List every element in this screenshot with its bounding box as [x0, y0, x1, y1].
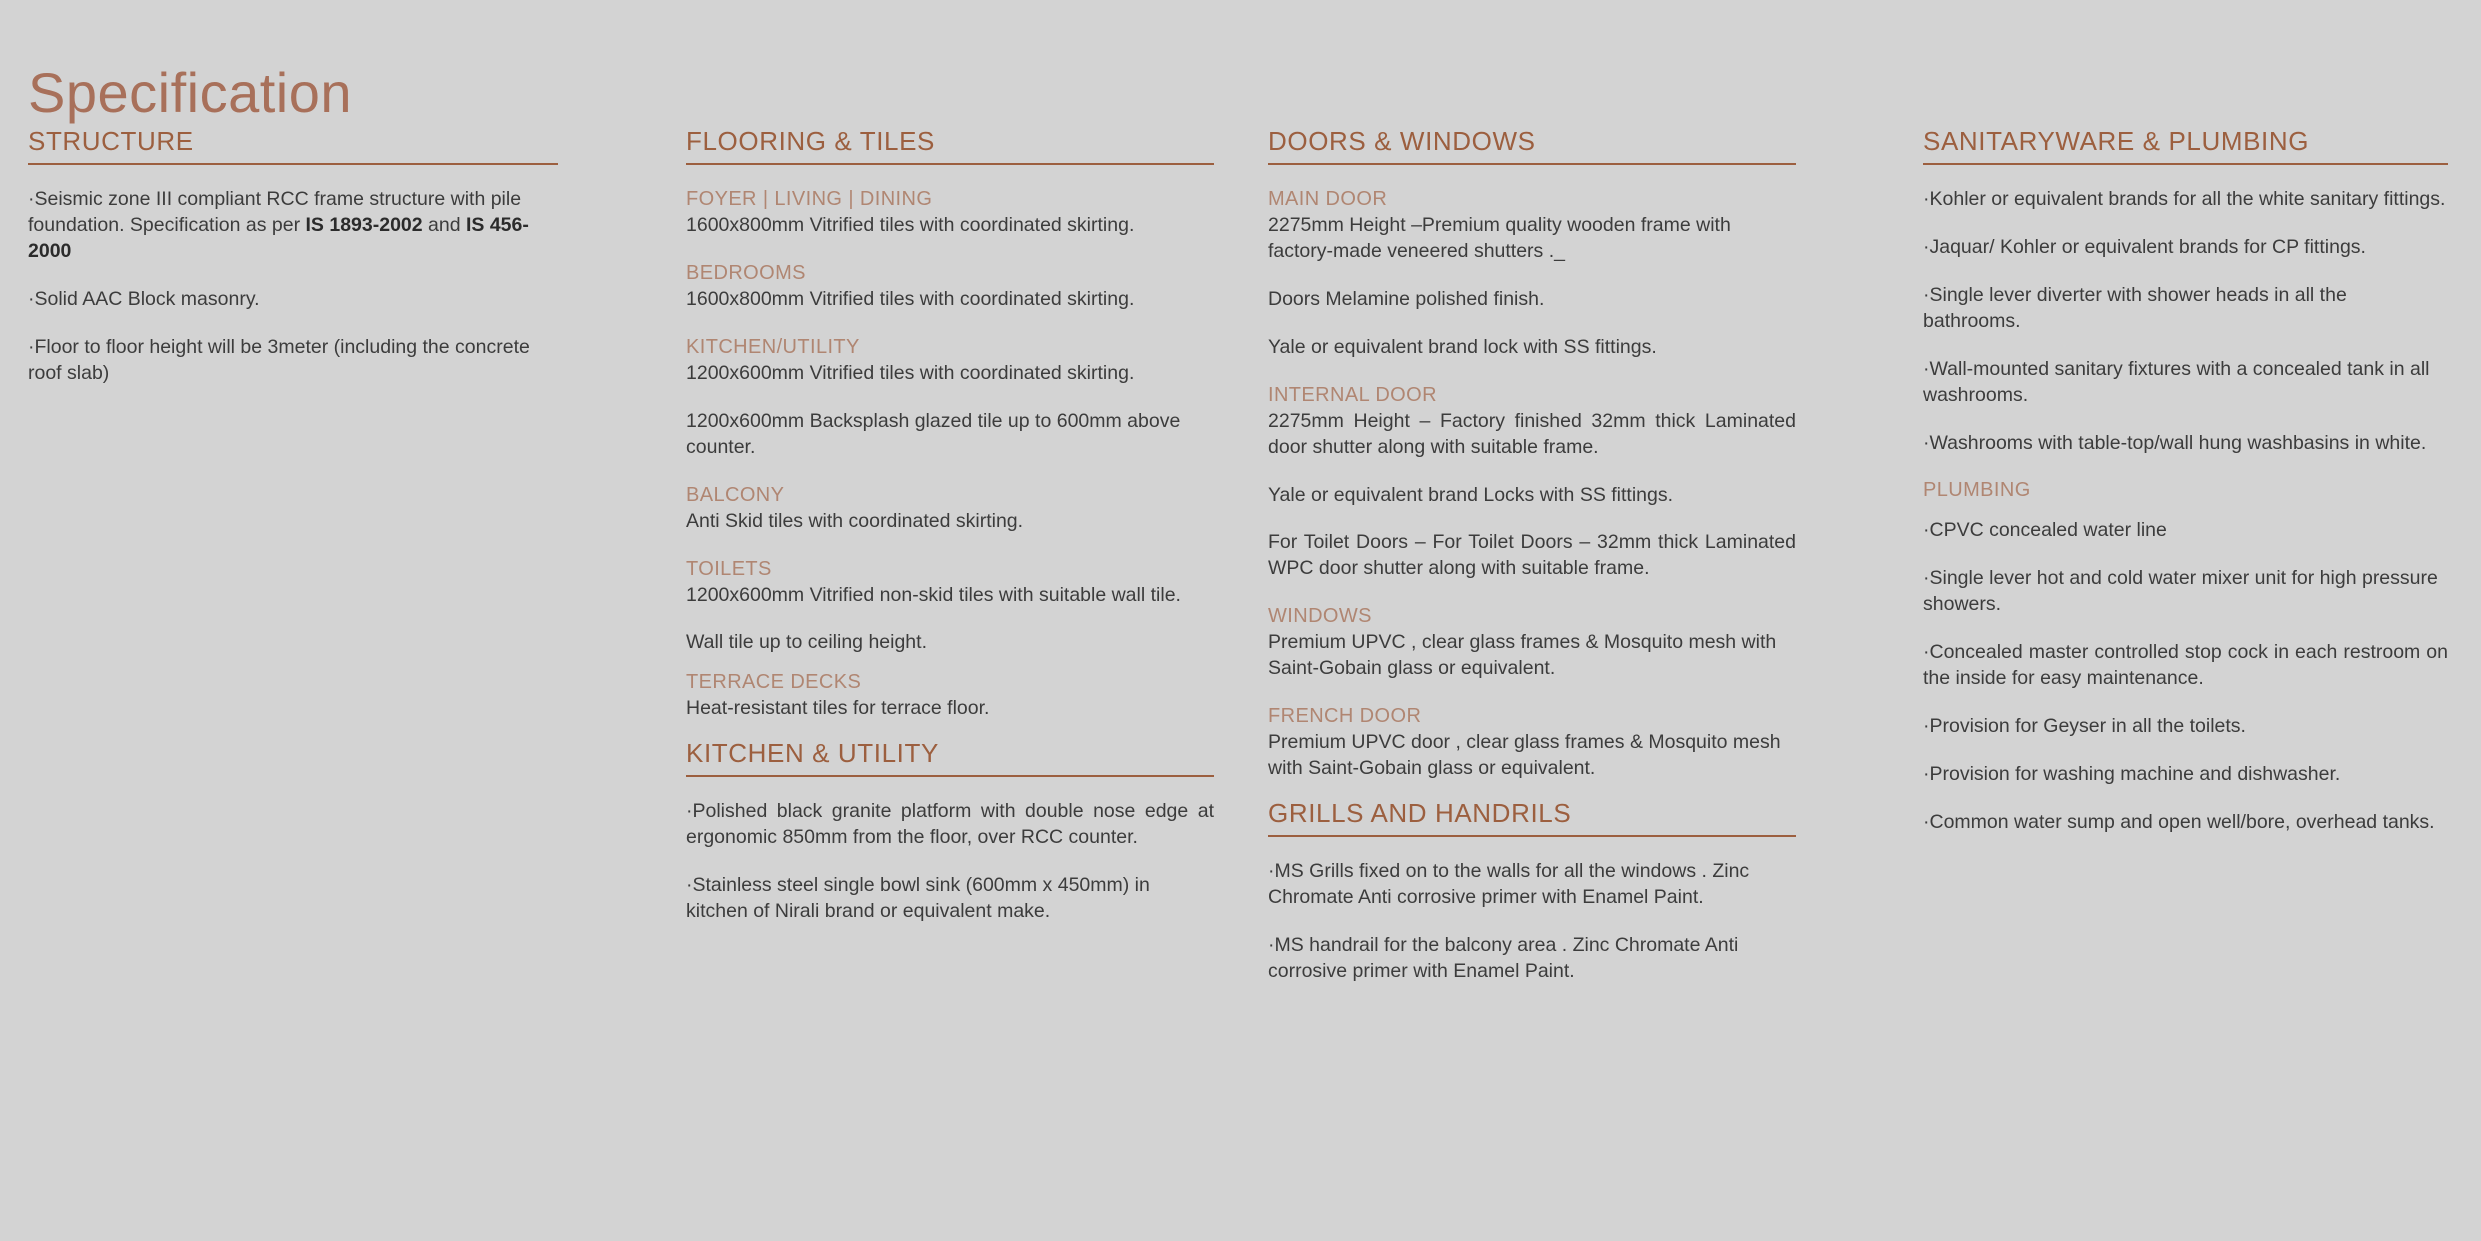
structure-item-0-part-0: ·Seismic zone III compliant RCC frame structure with pile foundation. Specification as per: [28, 188, 522, 236]
sub-block: [1268, 704, 1796, 782]
sub-block: [686, 670, 1214, 722]
spacer: [1268, 361, 1796, 383]
list-item: ·Stainless steel single bowl sink (600mm x 450mm) in kitchen of Nirali brand or equivalent make.: [686, 874, 1150, 923]
spacer: [1268, 265, 1796, 287]
spacer: [1268, 313, 1796, 335]
sub-body: Heat-resistant tiles for terrace floor.: [686, 697, 990, 720]
doors-text: Yale or equivalent brand lock with SS fittings.: [1268, 335, 1657, 358]
sub-body: 1200x600mm Vitrified tiles with coordinated skirting.: [686, 361, 1135, 384]
doors-text: For Toilet Doors – For Toilet Doors – 32mm thick Laminated WPC door shutter along with suitable frame.: [1268, 531, 1796, 580]
list-item: ·MS Grills fixed on to the walls for all the windows . Zinc Chromate Anti corrosive primer with Enamel Paint.: [1268, 859, 1750, 908]
spacer: [1923, 692, 2448, 714]
spacer: [1268, 911, 1796, 933]
list-item: ·Jaquar/ Kohler or equivalent brands for CP fittings.: [1923, 235, 2366, 258]
sub-block: [1268, 187, 1796, 265]
structure-item-0-part-3: IS 456-2000: [28, 213, 529, 262]
spacer: [1923, 788, 2448, 810]
sub-heading-kitchen-utility: KITCHEN/UTILITY: [686, 335, 860, 358]
spacer: [1923, 213, 2448, 235]
sub-block: [686, 261, 1214, 313]
section-heading-grills-handrils: GRILLS AND HANDRILS: [1268, 800, 1796, 837]
spacer: [1923, 544, 2448, 566]
grills-handrils-body: [1268, 859, 1796, 985]
list-item: ·Polished black granite platform with double nose edge at ergonomic 850mm from the floor, over RCC counter.: [686, 800, 1214, 849]
list-item: ·Washrooms with table-top/wall hung washbasins in white.: [1923, 431, 2427, 454]
sub-heading-internal-door: INTERNAL DOOR: [1268, 383, 1437, 406]
sub-body: Premium UPVC , clear glass frames & Mosquito mesh with Saint-Gobain glass or equivalent.: [1268, 631, 1777, 680]
column-structure: [28, 128, 558, 387]
sub-block: [1268, 604, 1796, 682]
doors-text: Yale or equivalent brand Locks with SS fittings.: [1268, 483, 1674, 506]
list-item: ·Kohler or equivalent brands for all the white sanitary fittings.: [1923, 188, 2446, 210]
page-title: Specification: [28, 60, 353, 124]
doors-text: Doors Melamine polished finish.: [1268, 287, 1545, 310]
spacer: [1923, 504, 2448, 518]
list-item: ·Single lever hot and cold water mixer unit for high pressure showers.: [1923, 567, 2438, 616]
spacer: [1923, 261, 2448, 283]
list-item: ·Solid AAC Block masonry.: [28, 287, 260, 310]
sub-heading-windows: WINDOWS: [1268, 605, 1372, 628]
sub-block: [1268, 383, 1796, 461]
spacer: [686, 239, 1214, 261]
doors-windows-body: [1268, 187, 1796, 782]
section-heading-sanitaryware-plumbing: SANITARYWARE & PLUMBING: [1923, 128, 2448, 165]
flooring-body: [686, 187, 1214, 722]
structure-item-0-part-1: IS 1893-2002: [305, 213, 423, 236]
specification-columns: [0, 128, 2481, 1228]
sub-body: 1200x600mm Vitrified non-skid tiles with suitable wall tile.: [686, 583, 1181, 606]
spacer: [1268, 582, 1796, 604]
sub-heading-foyer-living-dining: FOYER | LIVING | DINING: [686, 188, 933, 210]
sub-body: 1600x800mm Vitrified tiles with coordinated skirting.: [686, 287, 1135, 310]
structure-item-0-part-2: and: [422, 213, 466, 236]
sub-heading-bedrooms: BEDROOMS: [686, 261, 806, 284]
sub-heading-main-door: MAIN DOOR: [1268, 188, 1388, 210]
section-heading-structure: STRUCTURE: [28, 128, 558, 165]
list-item: ·Provision for washing machine and dishwasher.: [1923, 762, 2341, 785]
sub-heading-french-door: FRENCH DOOR: [1268, 705, 1422, 728]
list-item: [28, 187, 558, 265]
sub-body: 1600x800mm Vitrified tiles with coordinated skirting.: [686, 214, 1135, 236]
sub-block: [686, 483, 1214, 535]
list-item: ·Provision for Geyser in all the toilets.: [1923, 715, 2246, 738]
list-item: ·Floor to floor height will be 3meter (including the concrete roof slab): [28, 335, 530, 384]
column-doors-windows: [1268, 128, 1796, 985]
spacer: [686, 656, 1214, 670]
column-flooring-tiles: [686, 128, 1214, 925]
list-item: ·Common water sump and open well/bore, overhead tanks.: [1923, 810, 2435, 833]
sub-body: 2275mm Height –Premium quality wooden frame with factory-made veneered shutters ._: [1268, 214, 1731, 262]
list-item: ·Concealed master controlled stop cock in each restroom on the inside for easy maintenance.: [1923, 641, 2448, 690]
sub-heading-balcony: BALCONY: [686, 483, 785, 506]
sub-body: Premium UPVC door , clear glass frames & Mosquito mesh with Saint-Gobain glass or equivalent.: [1268, 731, 1781, 780]
spacer: [686, 535, 1214, 557]
spacer: [1268, 682, 1796, 704]
section-heading-doors-windows: DOORS & WINDOWS: [1268, 128, 1796, 165]
spacer: [686, 851, 1214, 873]
list-item: ·CPVC concealed water line: [1923, 519, 2167, 542]
spacer: [686, 461, 1214, 483]
spacer: [28, 313, 558, 335]
sub-heading-toilets: TOILETS: [686, 557, 772, 580]
sub-block: [686, 187, 1214, 239]
flooring-text: 1200x600mm Backsplash glazed tile up to 600mm above counter.: [686, 409, 1181, 458]
list-item: ·MS handrail for the balcony area . Zinc Chromate Anti corrosive primer with Enamel Paint.: [1268, 933, 1739, 982]
spacer: [28, 265, 558, 287]
sub-heading-plumbing: PLUMBING: [1923, 479, 2031, 502]
sub-block: [686, 335, 1214, 387]
structure-body: [28, 187, 558, 387]
sub-body: Anti Skid tiles with coordinated skirting.: [686, 509, 1024, 532]
list-item: ·Wall-mounted sanitary fixtures with a concealed tank in all washrooms.: [1923, 357, 2430, 406]
spacer: [1923, 335, 2448, 357]
sub-body: 2275mm Height – Factory finished 32mm thick Laminated door shutter along with suitable frame.: [1268, 409, 1796, 458]
spacer: [1923, 456, 2448, 478]
section-heading-flooring-tiles: FLOORING & TILES: [686, 128, 1214, 165]
flooring-text: Wall tile up to ceiling height.: [686, 631, 927, 654]
kitchen-utility-body: [686, 799, 1214, 925]
spacer: [1923, 740, 2448, 762]
column-sanitaryware-plumbing: [1923, 128, 2448, 836]
spacer: [1268, 508, 1796, 530]
list-item: ·Single lever diverter with shower heads in all the bathrooms.: [1923, 283, 2347, 332]
sub-block: [686, 557, 1214, 609]
section-heading-kitchen-utility: KITCHEN & UTILITY: [686, 740, 1214, 777]
spacer: [686, 387, 1214, 409]
spacer: [1923, 618, 2448, 640]
sub-heading-terrace-decks: TERRACE DECKS: [686, 671, 862, 694]
sanitaryware-body: [1923, 187, 2448, 836]
spacer: [1268, 461, 1796, 483]
spacer: [1923, 409, 2448, 431]
spacer: [686, 313, 1214, 335]
spacer: [686, 608, 1214, 630]
